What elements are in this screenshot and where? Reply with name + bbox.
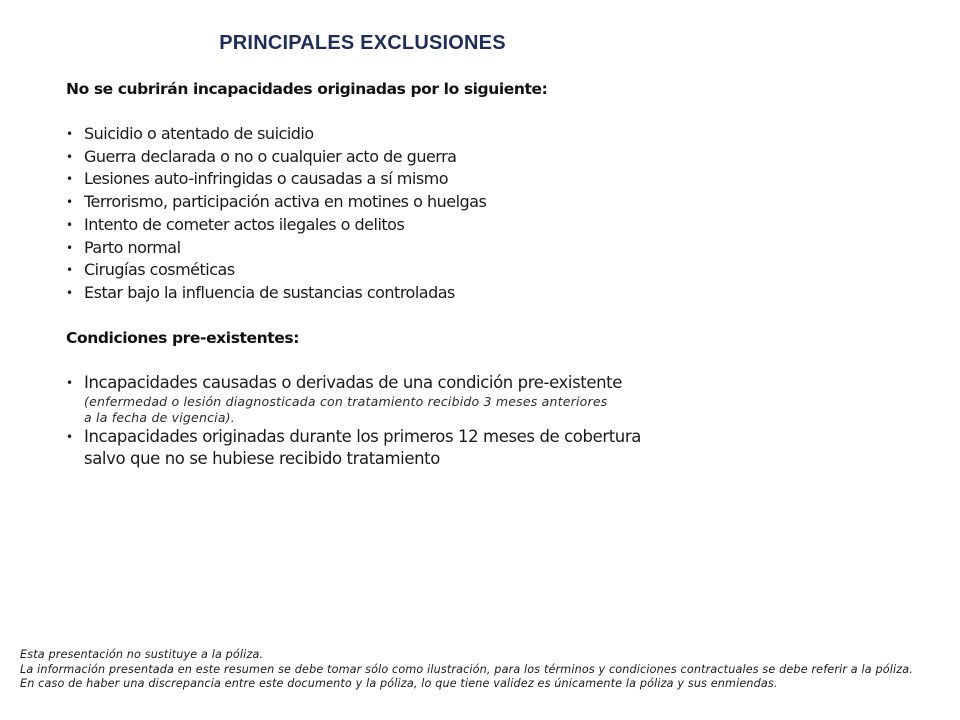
list-item: • Intento de cometer actos ilegales o delitos	[66, 214, 766, 237]
bullet-icon: •	[66, 240, 73, 255]
list-item: • Lesiones auto-infringidas o causadas a sí mismo	[66, 168, 766, 191]
list-item: • Parto normal	[66, 237, 766, 260]
list-item: • Terrorismo, participación activa en motines o huelgas	[66, 191, 766, 214]
list-item: • Incapacidades originadas durante los primeros 12 meses de cobertura salvo que no se hubiese recibido tratamiento	[66, 427, 641, 468]
disclaimer-line: La información presentada en este resumen se debe tomar sólo como ilustración, para los términos y condiciones contractuales se debe referir a la póliza.	[20, 662, 913, 676]
bullet-icon: •	[66, 172, 73, 187]
disclaimer-line: En caso de haber una discrepancia entre este documento y la póliza, lo que tiene validez es únicamente la póliza y sus enmiendas.	[20, 677, 778, 691]
bullet-icon: •	[66, 127, 73, 141]
bullet-icon: •	[66, 263, 73, 278]
exclusions-list	[66, 123, 766, 305]
bullet-icon: •	[66, 376, 74, 390]
list-item: • Suicidio o atentado de suicidio	[66, 123, 766, 146]
bullet-icon: •	[66, 149, 73, 164]
exclusions-heading: No se cubrirán incapacidades originadas por lo siguiente:	[66, 80, 548, 98]
bullet-icon: •	[66, 285, 73, 300]
bullet-icon: •	[66, 430, 74, 444]
bullet-icon: •	[66, 195, 73, 210]
list-item: • Guerra declarada o no o cualquier acto de guerra	[66, 146, 766, 169]
disclaimer-line: Esta presentación no sustituye a la póliza.	[20, 648, 264, 661]
preexisting-heading: Condiciones pre-existentes:	[66, 329, 300, 347]
list-item: • Cirugías cosméticas	[66, 259, 766, 282]
disclaimer-footer	[20, 648, 920, 692]
bullet-icon: •	[66, 217, 73, 232]
list-item: • Estar bajo la influencia de sustancias controladas	[66, 282, 766, 305]
preexisting-list	[66, 372, 766, 470]
list-item: • Incapacidades causadas o derivadas de una condición pre-existente (enfermedad o lesión diagnosticada con tratamiento recibido 3 meses anteriores a la fecha de vigencia).	[66, 373, 622, 425]
page-title: PRINCIPALES EXCLUSIONES	[219, 32, 506, 54]
